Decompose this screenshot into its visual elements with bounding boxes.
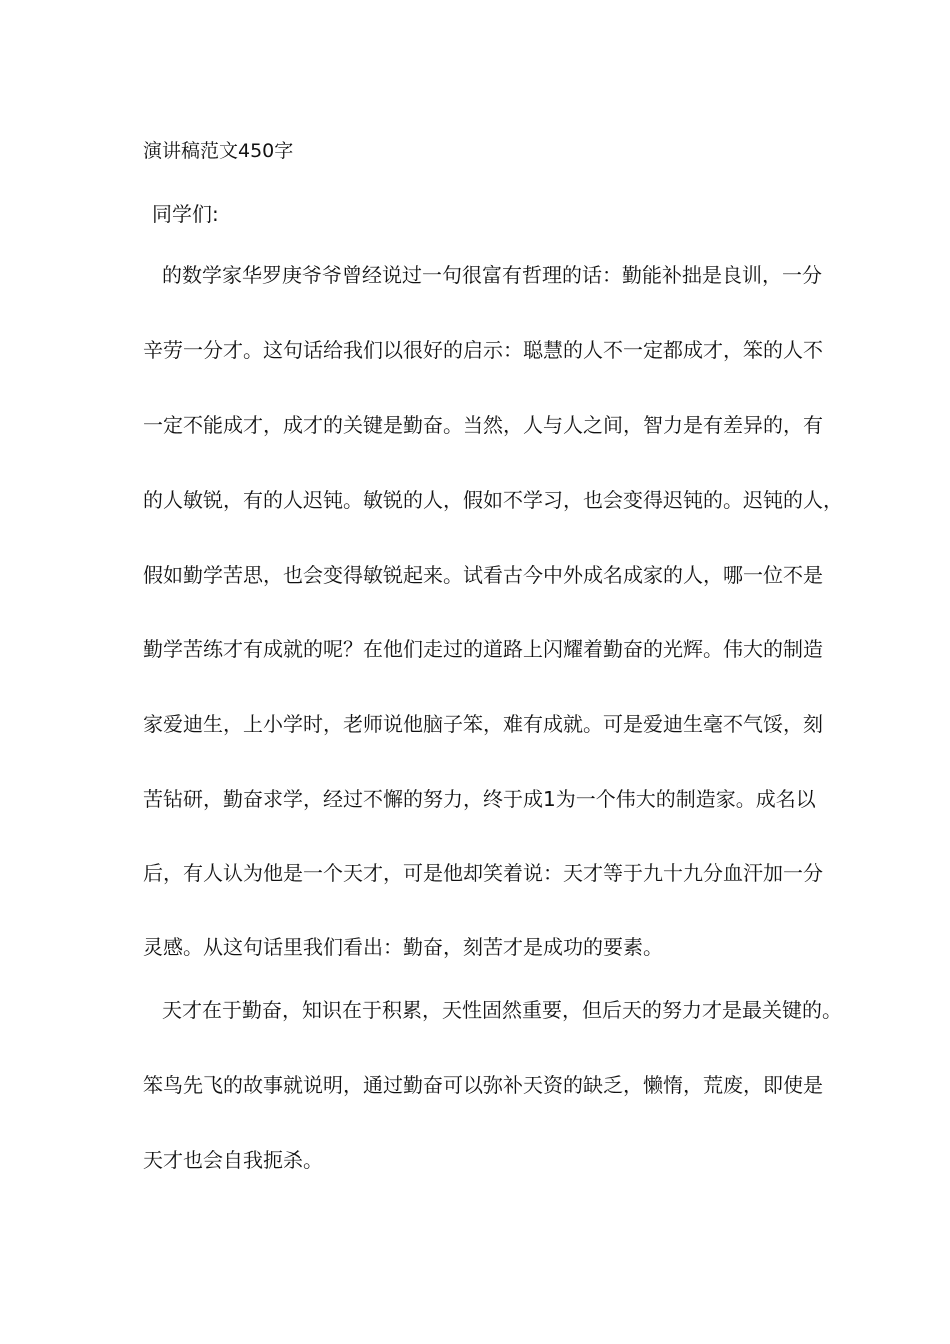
paragraph-line: 笨鸟先飞的故事就说明，通过勤奋可以弥补天资的缺乏，懒惰，荒废，即使是 [143, 1073, 823, 1097]
paragraph-line: 勤学苦练才有成就的呢？在他们走过的道路上闪耀着勤奋的光辉。伟大的制造 [143, 637, 823, 661]
paragraph-line: 一定不能成才，成才的关键是勤奋。当然，人与人之间，智力是有差异的，有 [143, 413, 823, 437]
paragraph-line: 的数学家华罗庚爷爷曾经说过一句很富有哲理的话：勤能补拙是良训，一分 [162, 263, 822, 287]
paragraph-line: 家爱迪生，上小学时，老师说他脑子笨，难有成就。可是爱迪生毫不气馁，刻 [143, 712, 823, 736]
paragraph-line: 天才在于勤奋，知识在于积累，天性固然重要，但后天的努力才是最关键的。 [162, 998, 842, 1022]
paragraph-line: 灵感。从这句话里我们看出：勤奋，刻苦才是成功的要素。 [143, 935, 663, 959]
paragraph-line: 假如勤学苦思，也会变得敏锐起来。试看古今中外成名成家的人，哪一位不是 [143, 563, 823, 587]
paragraph-line: 辛劳一分才。这句话给我们以很好的启示：聪慧的人不一定都成才，笨的人不 [143, 338, 823, 362]
document-title: 演讲稿范文450字 [143, 140, 294, 162]
paragraph-line: 天才也会自我扼杀。 [143, 1148, 323, 1172]
greeting: 同学们: [152, 202, 219, 226]
paragraph-line: 后，有人认为他是一个天才，可是他却笑着说：天才等于九十九分血汗加一分 [143, 861, 823, 885]
paragraph-line: 苦钻研，勤奋求学，经过不懈的努力，终于成1为一个伟大的制造家。成名以 [143, 787, 816, 811]
paragraph-line: 的人敏锐，有的人迟钝。敏锐的人，假如不学习，也会变得迟钝的。迟钝的人， [143, 488, 843, 512]
